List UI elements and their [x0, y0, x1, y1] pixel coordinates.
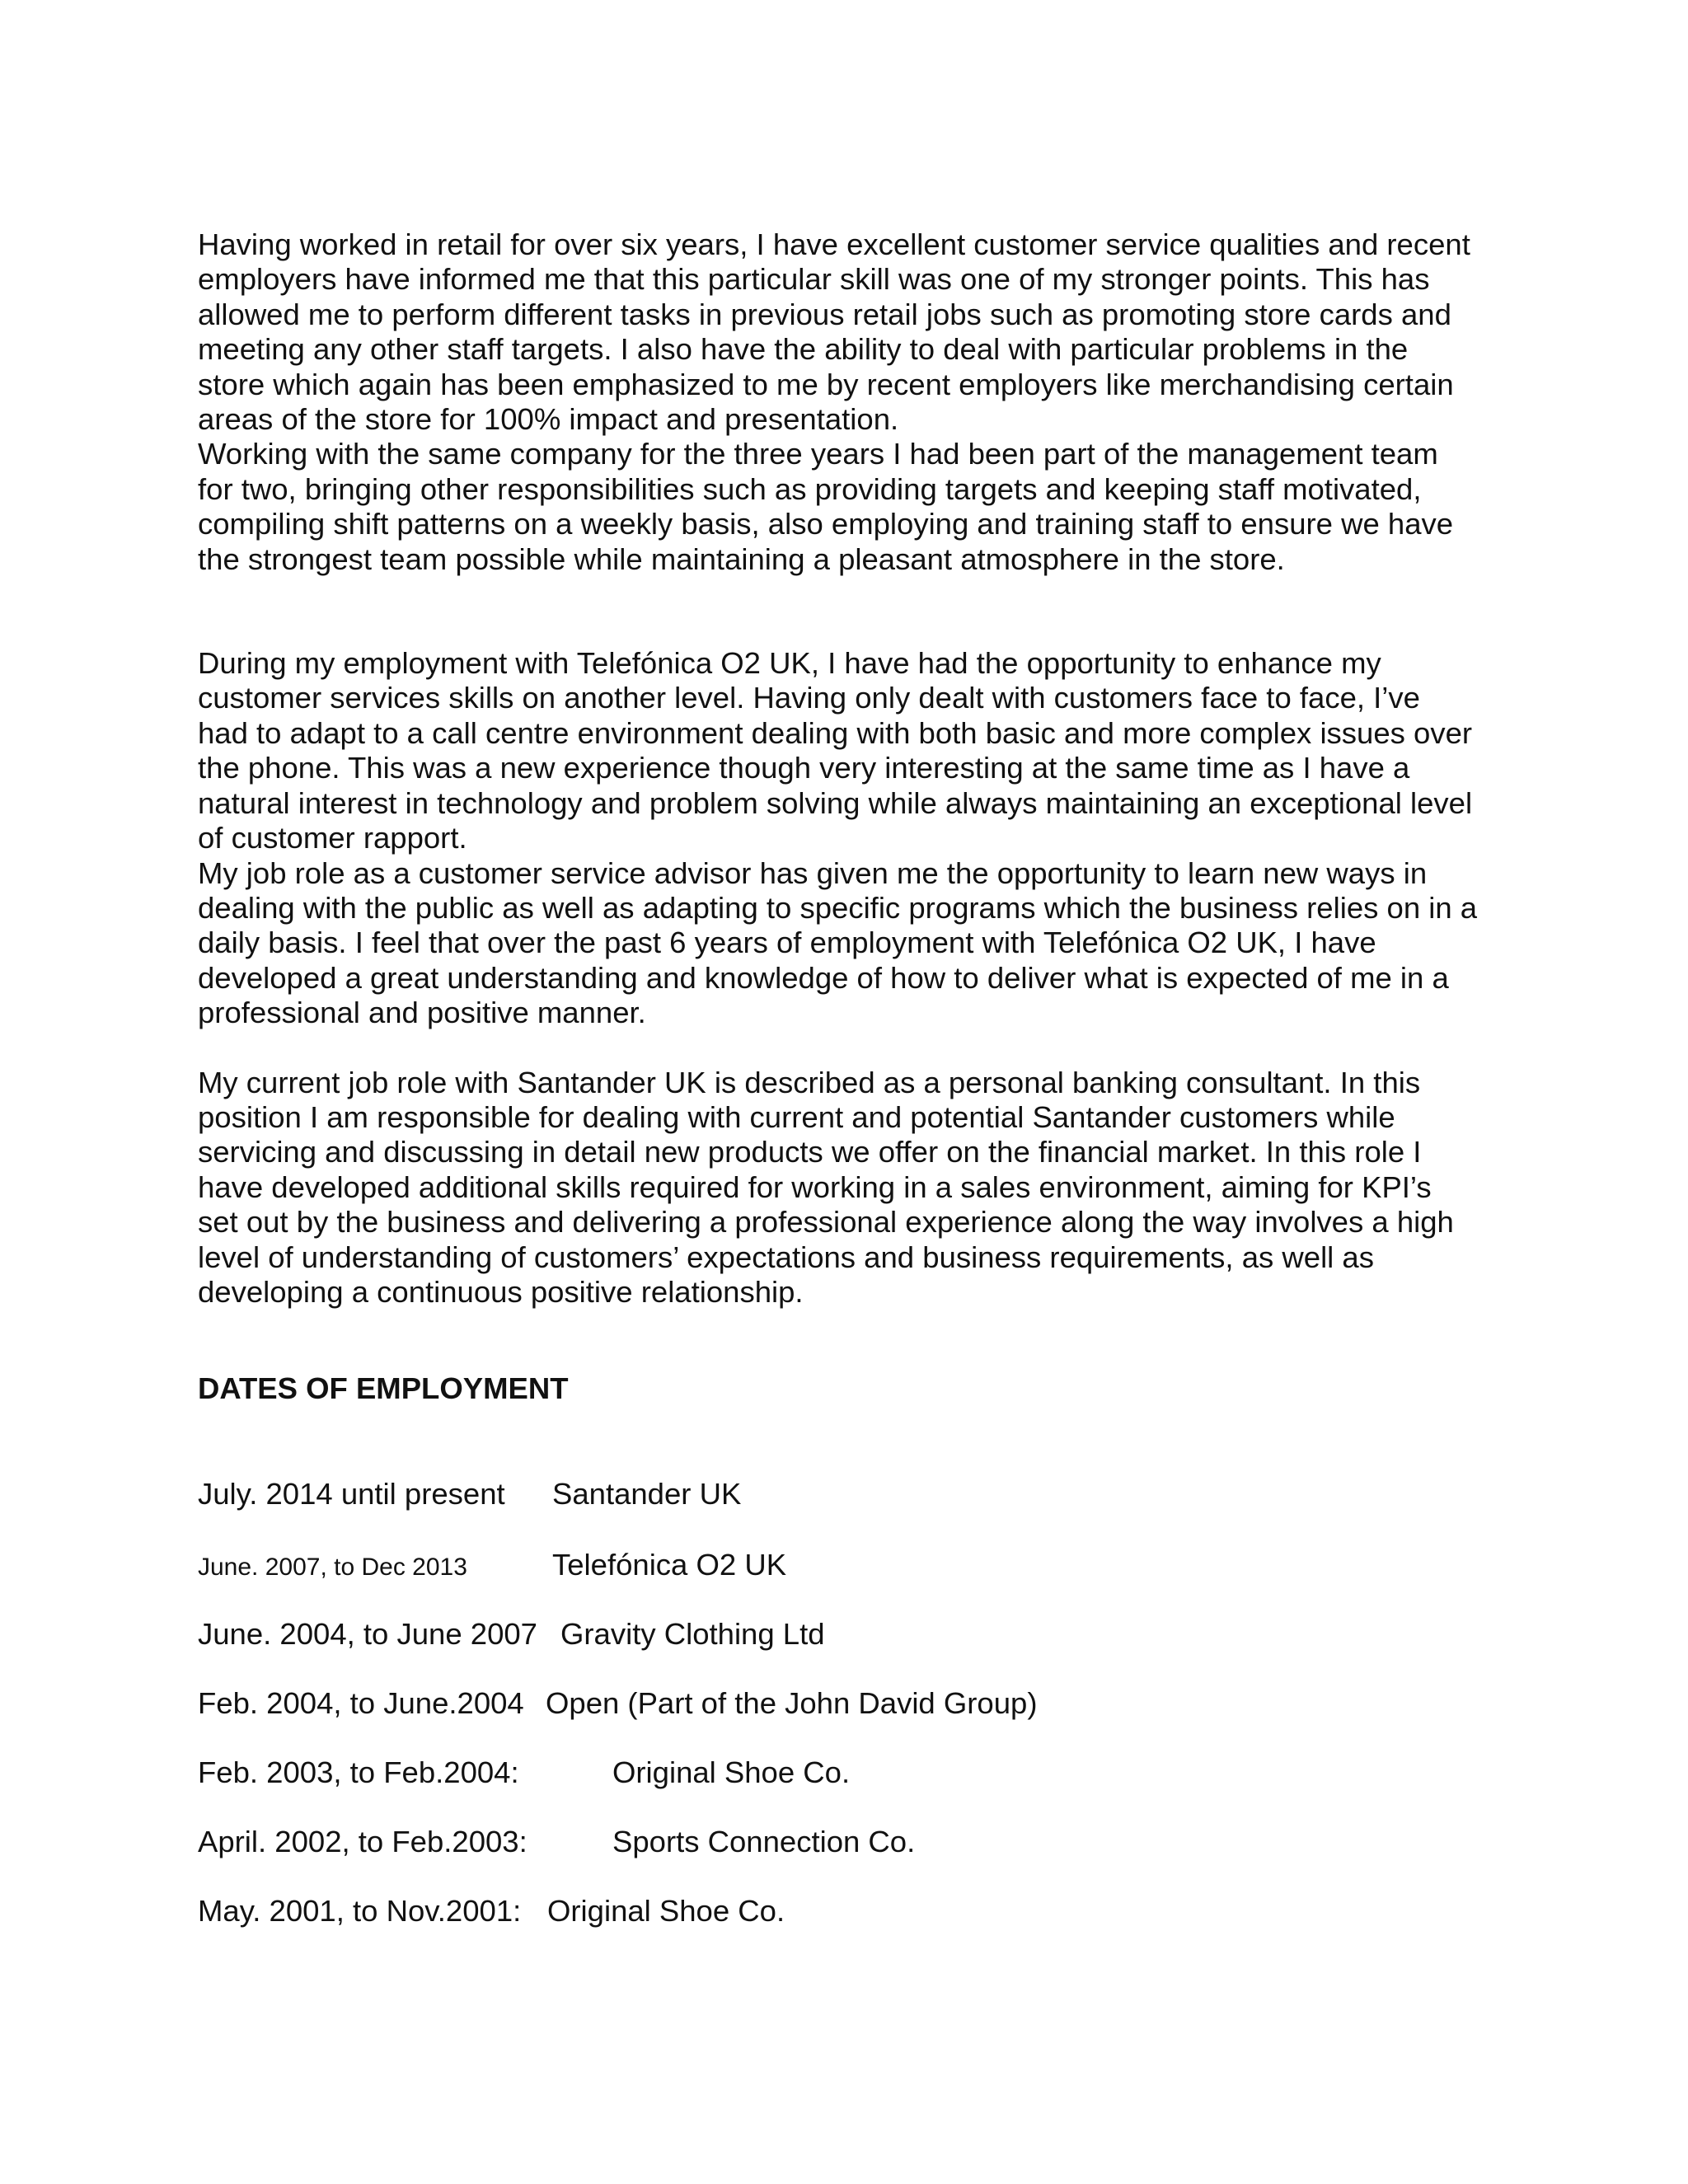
text-line: compiling shift patterns on a weekly basis, also employing and training staff to ensure we have	[198, 507, 1454, 541]
employment-entry	[198, 1477, 742, 1511]
text-line: professional and positive manner.	[198, 996, 646, 1030]
employment-company: Santander UK	[552, 1477, 742, 1511]
text-line: servicing and discussing in detail new products we offer on the financial market. In this role I	[198, 1135, 1422, 1169]
paragraph-management-experience	[198, 437, 1500, 577]
text-line: level of understanding of customers’ expectations and business requirements, as well as	[198, 1240, 1374, 1274]
text-line: for two, bringing other responsibilities such as providing targets and keeping staff motivated,	[198, 471, 1422, 506]
employment-entry	[198, 1617, 825, 1652]
text-line: Having worked in retail for over six years, I have excellent customer service qualities and recent	[198, 227, 1470, 261]
paragraph-advisor-role	[198, 856, 1500, 1031]
document-body	[198, 227, 1500, 1310]
paragraph-spacer	[198, 1031, 1500, 1066]
employment-company: Open (Part of the John David Group)	[546, 1686, 1038, 1720]
paragraph-retail-experience	[198, 227, 1500, 437]
text-line: had to adapt to a call centre environment dealing with both basic and more complex issues over	[198, 715, 1473, 750]
employment-period: May. 2001, to Nov.2001:	[198, 1894, 522, 1928]
paragraph-spacer	[198, 577, 1500, 646]
employment-company: Original Shoe Co.	[612, 1755, 851, 1789]
paragraph-telefonica-experience	[198, 646, 1500, 855]
text-line: customer services skills on another level. Having only dealt with customers face to face, I’ve	[198, 681, 1420, 715]
text-line: daily basis. I feel that over the past 6 years of employment with Telefónica O2 UK, I have	[198, 926, 1376, 960]
text-line: store which again has been emphasized to me by recent employers like merchandising certain	[198, 367, 1454, 401]
employment-period: June. 2007, to Dec 2013	[198, 1554, 467, 1581]
employment-entry	[198, 1825, 916, 1859]
paragraph-santander-role	[198, 1066, 1500, 1310]
employment-period: April. 2002, to Feb.2003:	[198, 1825, 528, 1858]
employment-company: Original Shoe Co.	[547, 1894, 785, 1928]
employment-company: Telefónica O2 UK	[552, 1548, 787, 1582]
employment-company: Sports Connection Co.	[612, 1825, 916, 1858]
text-line: meeting any other staff targets. I also have the ability to deal with particular problems in the	[198, 332, 1409, 367]
text-line: developing a continuous positive relationship.	[198, 1274, 804, 1309]
employment-entry	[198, 1686, 1038, 1721]
text-line: My job role as a customer service advisor has given me the opportunity to learn new ways in	[198, 855, 1428, 890]
text-line: allowed me to perform different tasks in previous retail jobs such as promoting store cards and	[198, 297, 1451, 331]
text-line: natural interest in technology and problem solving while always maintaining an exceptional level	[198, 785, 1473, 820]
text-line: have developed additional skills required for working in a sales environment, aiming for KPI’s	[198, 1169, 1432, 1204]
text-line: dealing with the public as well as adapting to specific programs which the business relies on in a	[198, 890, 1478, 925]
text-line: of customer rapport.	[198, 821, 467, 855]
employment-company: Gravity Clothing Ltd	[560, 1617, 825, 1651]
text-line: the strongest team possible while maintaining a pleasant atmosphere in the store.	[198, 541, 1285, 576]
text-line: My current job role with Santander UK is described as a personal banking consultant. In this	[198, 1065, 1421, 1099]
employment-period: Feb. 2003, to Feb.2004:	[198, 1755, 519, 1789]
text-line: Working with the same company for the three years I had been part of the management team	[198, 437, 1438, 471]
text-line: employers have informed me that this particular skill was one of my stronger points. This has	[198, 262, 1430, 297]
text-line: set out by the business and delivering a professional experience along the way involves a high	[198, 1205, 1454, 1240]
text-line: position I am responsible for dealing with current and potential Santander customers while	[198, 1099, 1395, 1134]
text-line: During my employment with Telefónica O2 UK, I have had the opportunity to enhance my	[198, 646, 1381, 681]
text-line: developed a great understanding and knowledge of how to deliver what is expected of me in a	[198, 960, 1449, 995]
employment-entry	[198, 1894, 785, 1929]
employment-heading: DATES OF EMPLOYMENT	[198, 1371, 569, 1405]
employment-entry	[198, 1755, 851, 1790]
text-line: areas of the store for 100% impact and presentation.	[198, 402, 899, 437]
employment-period: June. 2004, to June 2007	[198, 1617, 537, 1651]
employment-period: Feb. 2004, to June.2004	[198, 1686, 524, 1720]
employment-period: July. 2014 until present	[198, 1477, 505, 1511]
text-line: the phone. This was a new experience though very interesting at the same time as I have a	[198, 751, 1410, 785]
employment-entry	[198, 1548, 787, 1582]
